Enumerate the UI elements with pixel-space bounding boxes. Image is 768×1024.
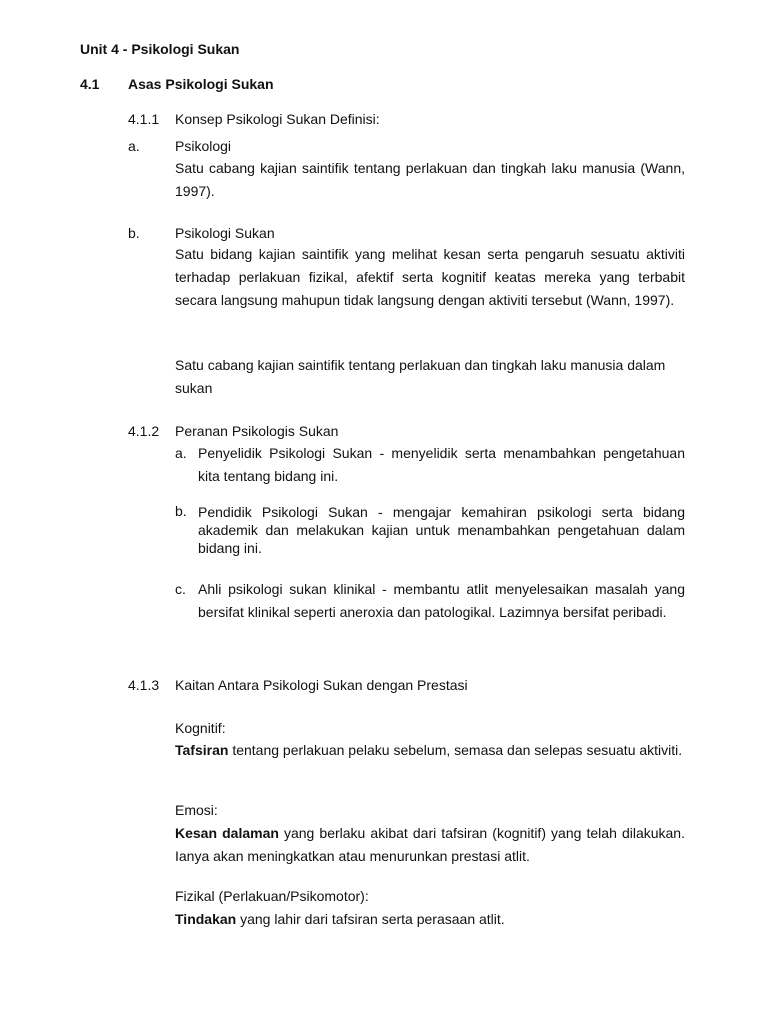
item-definition: Satu bidang kajian saintifik yang melihat kesan serta pengaruh sesuatu aktiviti terhadap perlakuan fizikal, afektif serta kognitif keatas mereka yang terbabit secara langsung mahupun tidak langsung dengan aktiviti tersebut (Wann, 1997). xyxy=(175,246,685,308)
aspect-keyword: Tafsiran xyxy=(175,742,229,758)
aspect-heading: Emosi: xyxy=(175,802,218,818)
item-marker: b. xyxy=(128,225,140,241)
subsection-title: Kaitan Antara Psikologi Sukan dengan Prestasi xyxy=(175,677,468,693)
aspect-heading: Kognitif: xyxy=(175,720,226,736)
item-definition: Satu cabang kajian saintifik tentang perlakuan dan tingkah laku manusia (Wann, 1997). xyxy=(175,160,685,199)
item-extra-definition: Satu cabang kajian saintifik tentang perlakuan dan tingkah laku manusia dalam sukan xyxy=(175,357,666,396)
aspect-text xyxy=(175,822,685,868)
unit-title: Unit 4 - Psikologi Sukan xyxy=(80,41,240,57)
role-marker: c. xyxy=(175,581,186,597)
section-number: 4.1 xyxy=(80,76,100,92)
subsection-number: 4.1.2 xyxy=(128,423,160,439)
item-term: Psikologi Sukan xyxy=(175,225,275,241)
aspect-keyword: Kesan dalaman xyxy=(175,825,279,841)
role-text: Pendidik Psikologi Sukan - mengajar kemahiran psikologi serta bidang akademik dan melakukan kajian untuk menambahkan pengetahuan dalam bidang ini. xyxy=(198,504,685,556)
aspect-text xyxy=(175,908,685,931)
role-text: Ahli psikologi sukan klinikal - membantu atlit menyelesaikan masalah yang bersifat klinikal seperti aneroxia dan patologikal. Lazimnya bersifat peribadi. xyxy=(198,581,685,620)
role-marker: a. xyxy=(175,445,187,461)
aspect-description: yang lahir dari tafsiran serta perasaan atlit. xyxy=(236,911,505,927)
subsection-number: 4.1.1 xyxy=(128,111,160,127)
subsection-title: Peranan Psikologis Sukan xyxy=(175,423,339,439)
role-text: Penyelidik Psikologi Sukan - menyelidik serta menambahkan pengetahuan kita tentang bidang ini. xyxy=(198,445,685,484)
item-term: Psikologi xyxy=(175,138,232,154)
item-marker: a. xyxy=(128,138,140,154)
role-marker: b. xyxy=(175,503,187,519)
aspect-description: tentang perlakuan pelaku sebelum, semasa dan selepas sesuatu aktiviti. xyxy=(228,742,683,758)
aspect-text xyxy=(175,739,685,762)
subsection-title: Konsep Psikologi Sukan Definisi: xyxy=(175,111,380,127)
aspect-description: yang berlaku akibat dari tafsiran (kognitif) yang telah dilakukan. Ianya akan meningkatkan atau menurunkan prestasi atlit. xyxy=(175,825,685,864)
subsection-number: 4.1.3 xyxy=(128,677,160,693)
aspect-heading: Fizikal (Perlakuan/Psikomotor): xyxy=(175,888,369,904)
section-title: Asas Psikologi Sukan xyxy=(128,76,274,92)
aspect-keyword: Tindakan xyxy=(175,911,237,927)
